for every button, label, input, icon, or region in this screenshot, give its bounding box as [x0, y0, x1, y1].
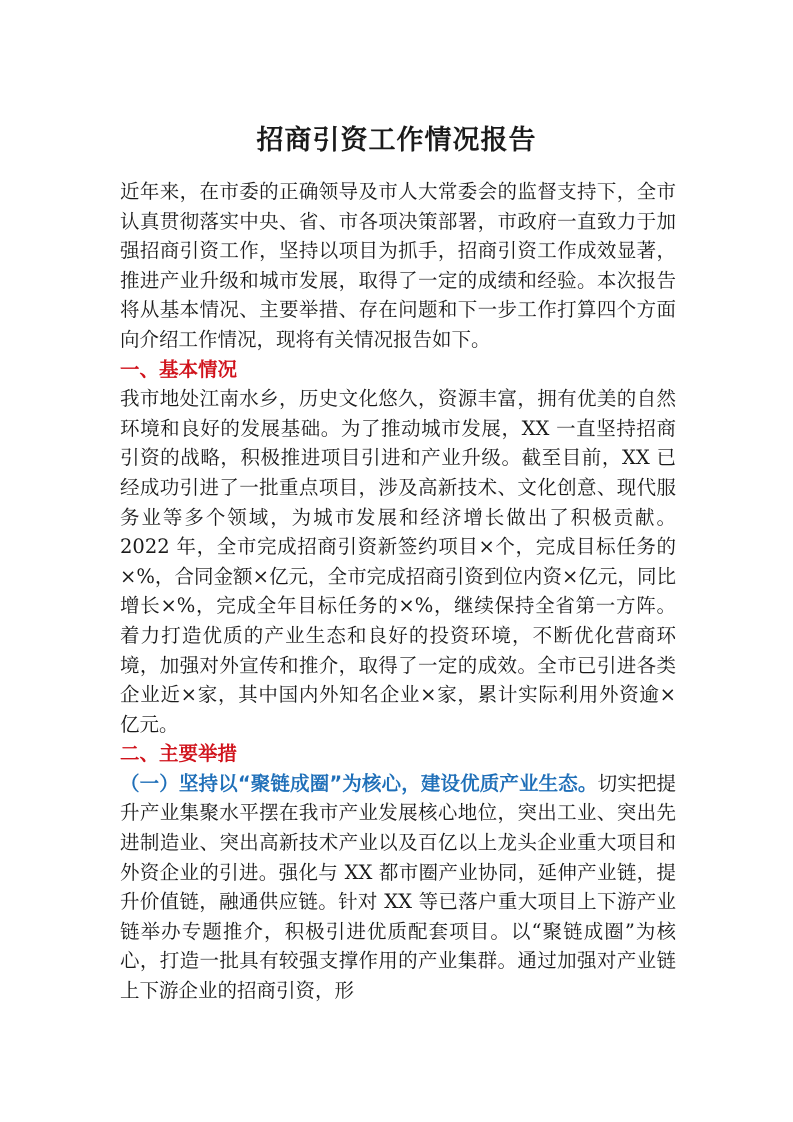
document-body: [120, 177, 676, 1006]
subsection-heading-industry-ecology: （一）坚持以“聚链成圈”为核心，建设优质产业生态。: [120, 771, 598, 795]
document-title: 招商引资工作情况报告: [256, 125, 537, 156]
section-basic-situation-paragraph: 我市地处江南水乡，历史文化悠久，资源丰富，拥有优美的自然环境和良好的发展基础。为了推动城市发展，XX 一直坚持招商引资的战略，积极推进项目引进和产业升级。截至目前，XX 已经成功引进了一批重点项目，涉及高新技术、文化创意、现代服务业等多个领域，为城市发展和经济增长做出了积极贡献。2022 年，全市完成招商引资新签约项目×个，完成目标任务的×%，合同金额×亿元，全市完成招商引资到位内资×亿元，同比增长×%，完成全年目标任务的×%，继续保持全省第一方阵。着力打造优质的产业生态和良好的投资环境，不断优化营商环境，加强对外宣传和推介，取得了一定的成效。全市已引进各类企业近×家，其中国内外知名企业×家，累计实际利用外资逾×亿元。: [120, 387, 676, 736]
section-heading-main-measures: 二、主要举措: [120, 742, 238, 766]
intro-paragraph: 近年来，在市委的正确领导及市人大常委会的监督支持下，全市认真贯彻落实中央、省、市各项决策部署，市政府一直致力于加强招商引资工作，坚持以项目为抓手，招商引资工作成效显著，推进产业升级和城市发展，取得了一定的成绩和经验。本次报告将从基本情况、主要举措、存在问题和下一步工作打算四个方面向介绍工作情况，现将有关情况报告如下。: [120, 180, 676, 351]
subsection-industry-ecology-body: 切实把提升产业集聚水平摆在我市产业发展核心地位，突出工业、突出先进制造业、突出高新技术产业以及百亿以上龙头企业重大项目和外资企业的引进。强化与 XX 都市圈产业协同，延伸产业链，提升价值链，融通供应链。针对 XX 等已落户重大项目上下游产业链举办专题推介，积极引进优质配套项目。以“聚链成圈”为核心，打造一批具有较强支撑作用的产业集群。通过加强对产业链上下游企业的招商引资，形: [120, 771, 676, 1003]
section-heading-basic-situation: 一、基本情况: [120, 357, 238, 381]
section-main-measures-paragraph: [120, 769, 676, 1006]
